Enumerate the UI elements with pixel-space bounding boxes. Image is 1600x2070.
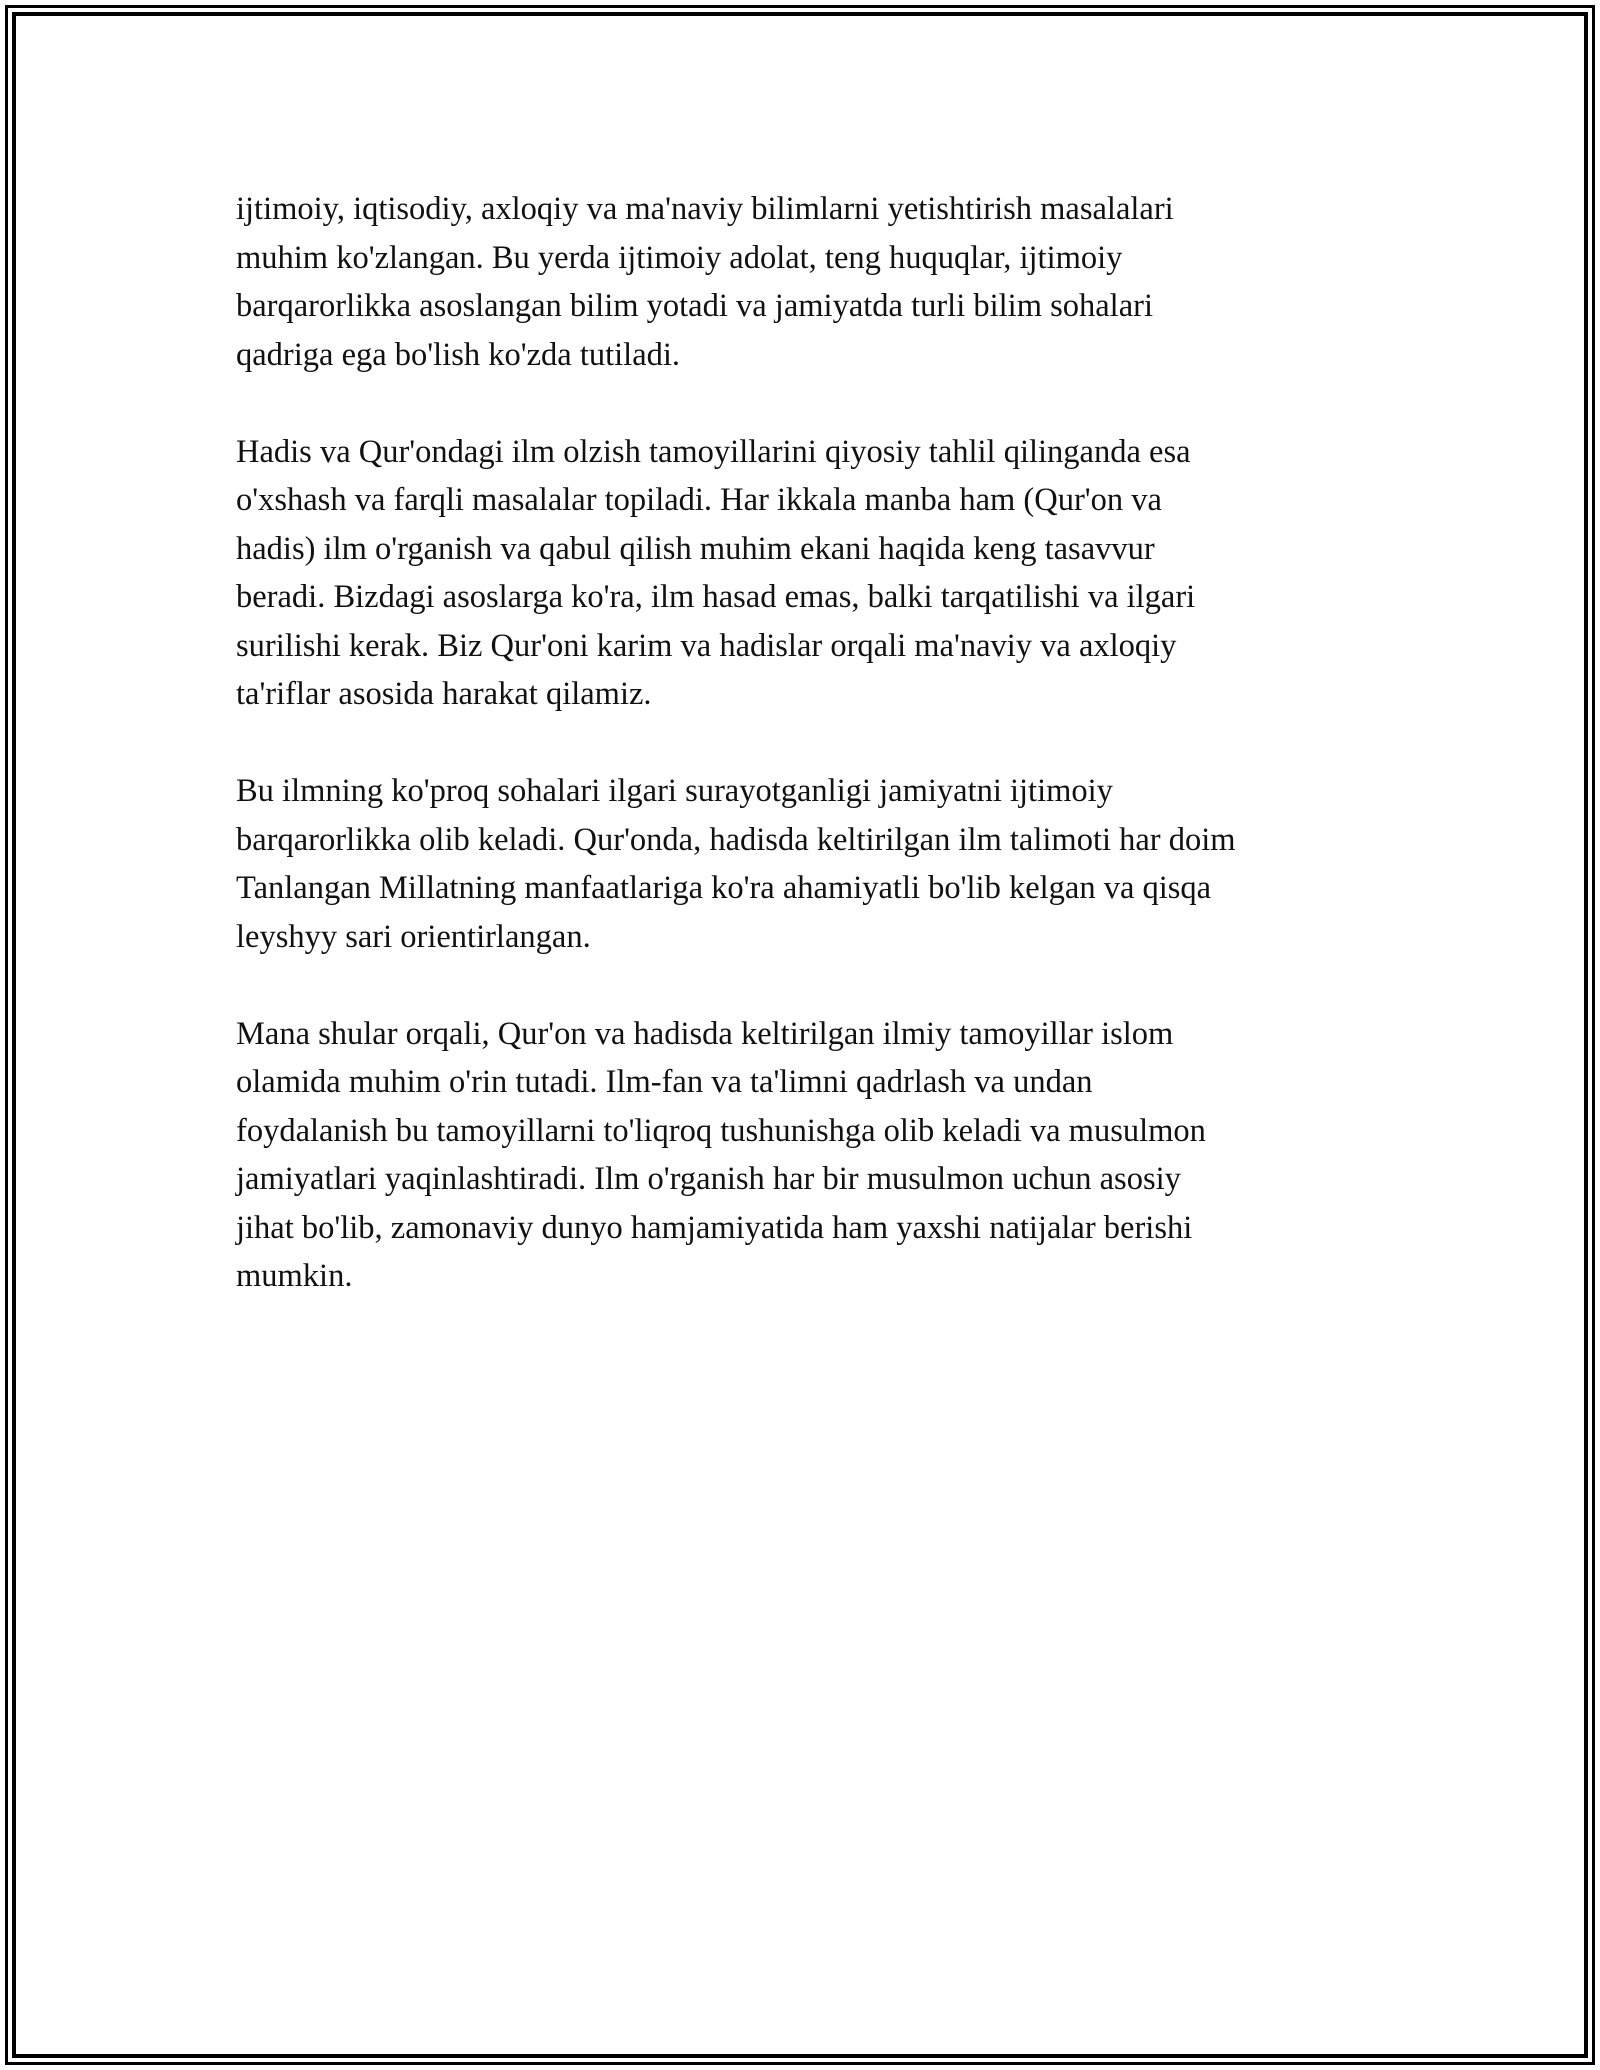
- text-line: ta'riflar asosida harakat qilamiz.: [236, 676, 652, 712]
- text-line: beradi. Bizdagi asoslarga ko'ra, ilm hasad emas, balki tarqatilishi va ilgari: [236, 579, 1196, 615]
- paragraph-1: [236, 185, 1376, 379]
- text-line: jihat bo'lib, zamonaviy dunyo hamjamiyatida ham yaxshi natijalar berishi: [236, 1209, 1193, 1246]
- text-line: jamiyatlari yaqinlashtiradi. Ilm o'rganish har bir musulmon uchun asosiy: [236, 1161, 1181, 1197]
- text-line: hadis) ilm o'rganish va qabul qilish muhim ekani haqida keng tasavvur: [236, 530, 1155, 567]
- text-line: Mana shular orqali, Qur'on va hadisda keltirilgan ilmiy tamoyillar islom: [236, 1015, 1174, 1052]
- text-line: surilishi kerak. Biz Qur'oni karim va hadislar orqali ma'naviy va axloqiy: [236, 627, 1177, 664]
- paragraph-3: [236, 767, 1376, 961]
- paragraph-2: [236, 428, 1376, 719]
- text-line: leyshyy sari orientirlangan.: [236, 918, 591, 955]
- text-line: barqarorlikka asoslangan bilim yotadi va jamiyatda turli bilim sohalari: [236, 288, 1153, 324]
- text-line: olamida muhim o'rin tutadi. Ilm-fan va ta'limni qadrlash va undan: [236, 1064, 1093, 1100]
- text-line: qadriga ega bo'lish ko'zda tutiladi.: [236, 336, 681, 373]
- text-line: Hadis va Qur'ondagi ilm olzish tamoyillarini qiyosiy tahlil qilinganda esa: [236, 433, 1191, 470]
- text-line: muhim ko'zlangan. Bu yerda ijtimoiy adolat, teng huquqlar, ijtimoiy: [236, 239, 1123, 276]
- text-line: o'xshash va farqli masalalar topiladi. Har ikkala manba ham (Qur'on va: [236, 482, 1162, 518]
- document-body: [236, 185, 1376, 1301]
- text-line: barqarorlikka olib keladi. Qur'onda, hadisda keltirilgan ilm talimoti har doim: [236, 821, 1236, 858]
- text-line: Bu ilmning ko'proq sohalari ilgari surayotganligi jamiyatni ijtimoiy: [236, 773, 1113, 809]
- paragraph-4: [236, 1010, 1376, 1301]
- text-line: Tanlangan Millatning manfaatlariga ko'ra ahamiyatli bo'lib kelgan va qisqa: [236, 870, 1212, 906]
- text-line: foydalanish bu tamoyillarni to'liqroq tushunishga olib keladi va musulmon: [236, 1112, 1206, 1149]
- text-line: mumkin.: [236, 1258, 353, 1294]
- text-line: ijtimoiy, iqtisodiy, axloqiy va ma'naviy bilimlarni yetishtirish masalalari: [236, 191, 1174, 227]
